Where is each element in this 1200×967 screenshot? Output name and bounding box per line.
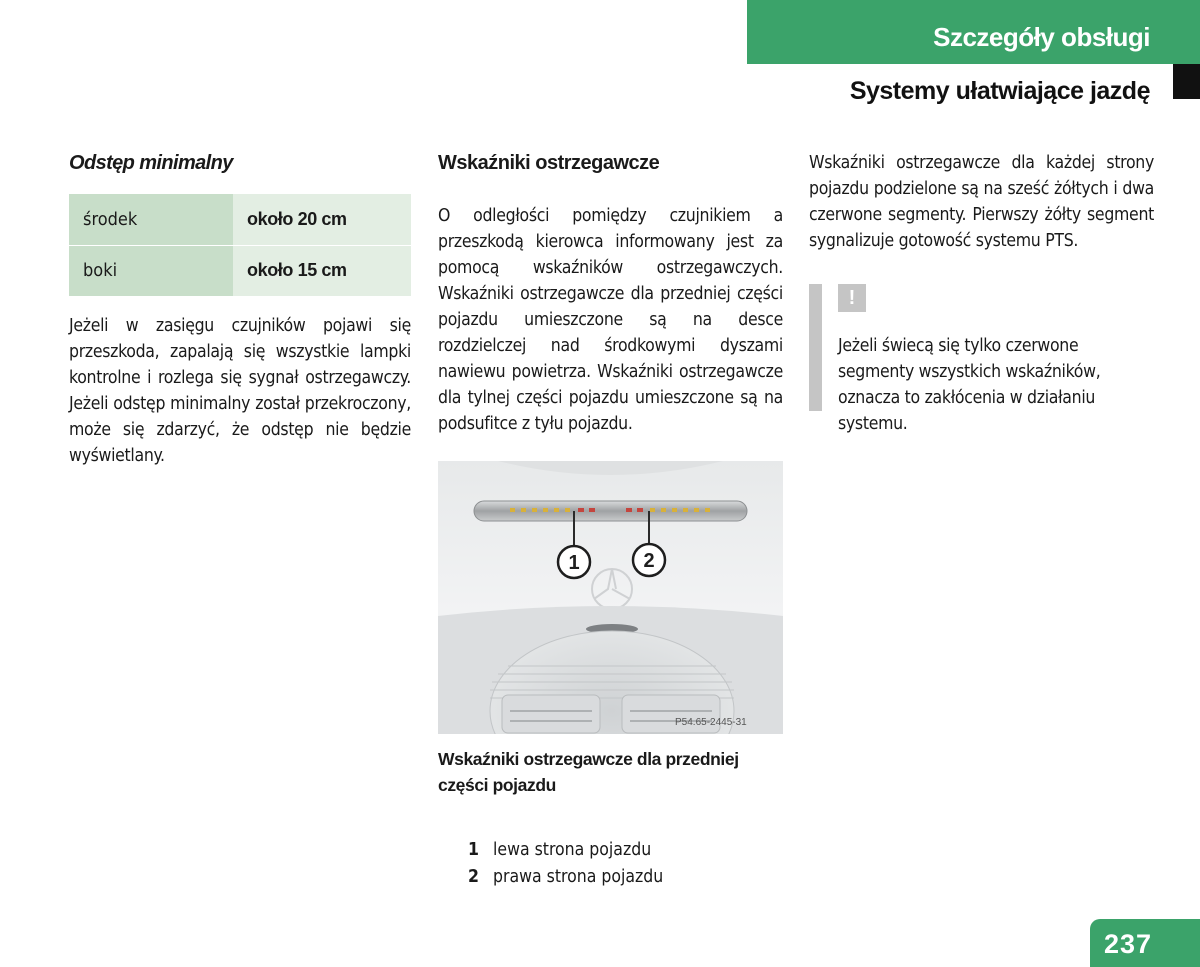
warning-text: Jeżeli świecą się tylko czerwone segmenty wszystkich wskaźników, oznacza to zakłócenia w działaniu systemu. xyxy=(838,336,1101,434)
subsection-title: Systemy ułatwiające jazdę xyxy=(849,77,1150,105)
dashboard-illustration xyxy=(438,461,783,734)
page-number: 237 xyxy=(1104,929,1153,959)
table-cell-label: boki xyxy=(69,245,233,296)
exclamation-icon: ! xyxy=(838,284,866,312)
section-title: Szczegóły obsługi xyxy=(933,22,1150,52)
section-header-tab xyxy=(747,0,1200,64)
warning-indicators-paragraph: O odległości pomiędzy czujnikiem a przeszkodą kierowca informowany jest za pomocą wskaźników ostrzegawczych. Wskaźniki ostrzegawcze dla przedniej części pojazdu umieszczone są na desce rozdzielczej nad środkowymi dyszami nawiewu powietrza. Wskaźniki ostrzegawcze dla tylnej części pojazdu umieszczone są na podsufitce z tyłu pojazdu. xyxy=(438,206,783,434)
distance-table xyxy=(69,194,411,296)
legend-number: 2 xyxy=(468,867,479,887)
legend-text: prawa strona pojazdu xyxy=(493,867,664,887)
figure-code: P54.65-2445-31 xyxy=(675,717,747,728)
warning-note xyxy=(809,284,1154,437)
min-distance-paragraph: Jeżeli w zasięgu czujników pojawi się przeszkoda, zapalają się wszystkie lampki kontrolne i rozlega się sygnał ostrzegawczy. Jeżeli odstęp minimalny został przekroczony, może się zdarzyć, że odstęp nie będzie wyświetlany. xyxy=(69,316,411,466)
segments-paragraph: Wskaźniki ostrzegawcze dla każdej strony pojazdu podzielone są na sześć żółtych i dwa czerwone segmenty. Pierwszy żółty segment sygnalizuje gotowość systemu PTS. xyxy=(809,153,1154,251)
list-item xyxy=(468,864,783,891)
list-item xyxy=(468,837,783,864)
dashboard-figure xyxy=(438,461,783,734)
table-row xyxy=(69,194,411,245)
column-middle xyxy=(438,150,783,891)
table-cell-value: około 15 cm xyxy=(233,245,411,296)
callout-1-label: 1 xyxy=(568,552,580,574)
figure-legend xyxy=(468,837,783,891)
column-right xyxy=(809,150,1154,437)
warning-indicators-heading: Wskaźniki ostrzegawcze xyxy=(438,152,660,174)
column-left xyxy=(69,150,411,469)
table-row xyxy=(69,245,411,296)
table-cell-value: około 20 cm xyxy=(233,194,411,245)
min-distance-heading: Odstęp minimalny xyxy=(69,152,233,174)
callout-2-label: 2 xyxy=(643,550,655,572)
legend-number: 1 xyxy=(468,840,479,860)
warning-bar xyxy=(809,284,822,411)
table-cell-label: środek xyxy=(69,194,233,245)
figure-caption: Wskaźniki ostrzegawcze dla przedniej części pojazdu xyxy=(438,749,739,795)
page-edge-marker xyxy=(1173,64,1200,99)
legend-text: lewa strona pojazdu xyxy=(493,840,652,860)
